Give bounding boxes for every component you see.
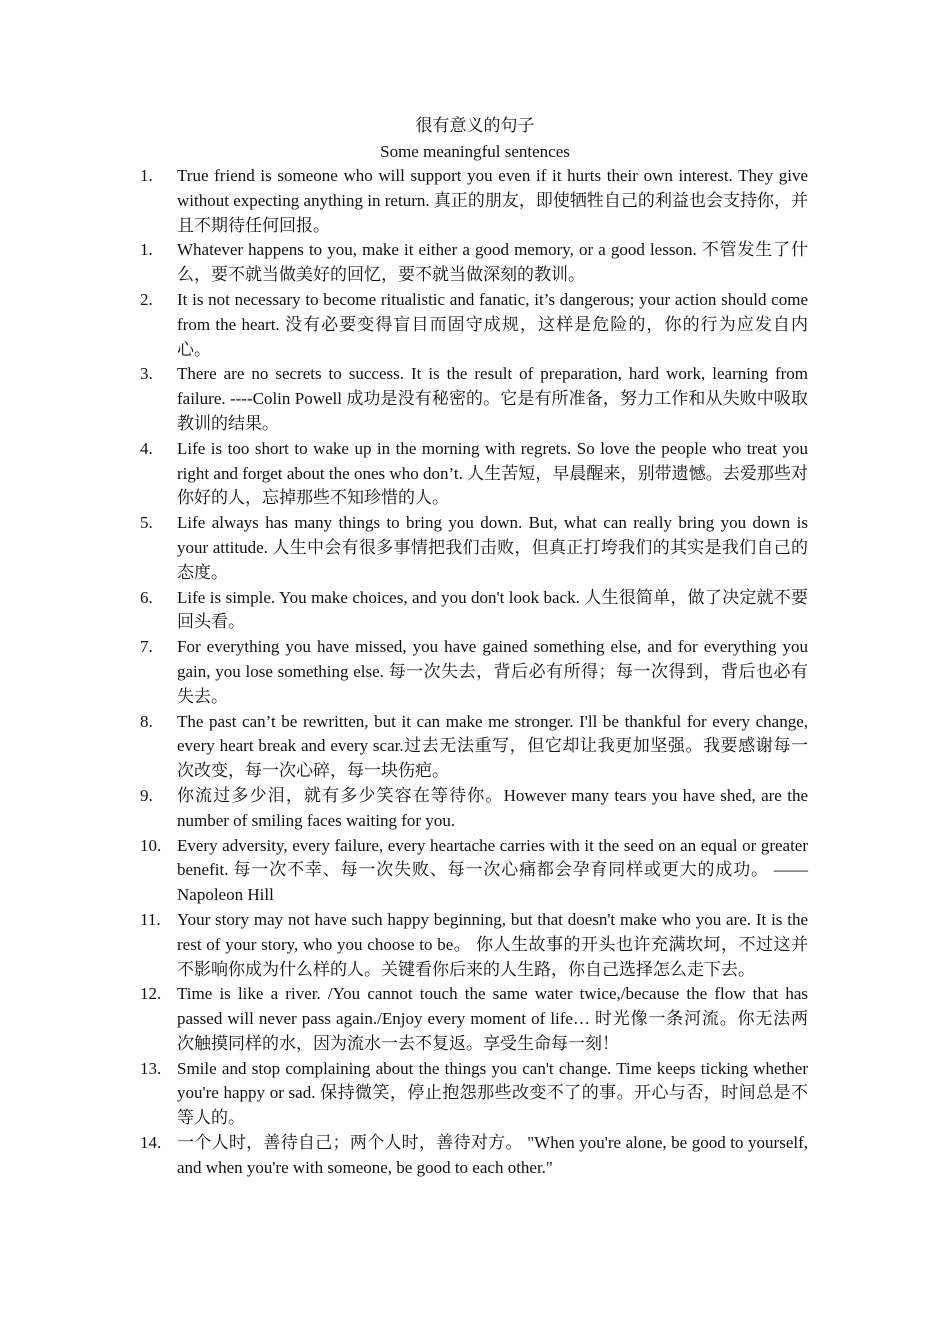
item-text: Life is simple. You make choices, and you don't look back. 人生很简单，做了决定就不要回头看。 [177,587,808,632]
item-text: True friend is someone who will support you even if it hurts their own interest. They give without expecting anything in return. 真正的朋友，即使牺牲自己的利益也会支持你，并且不期待任何回报。 [177,166,808,235]
item-text: Whatever happens to you, make it either a good memory, or a good lesson. 不管发生了什么，要不就当做美好的回忆，要不就当做深刻的教训。 [177,240,808,285]
item-text: It is not necessary to become ritualistic and fanatic, it’s dangerous; your action should come from the heart. 没有必要变得盲目而固守成规，这样是危险的，你的行为应发自内心。 [177,289,808,359]
list-item [140,908,808,982]
item-number: 9. [140,785,153,805]
item-number: 12. [140,984,162,1004]
list-item [140,635,808,709]
list-item [140,784,808,834]
item-number: 10. [140,835,162,855]
item-number: 14. [140,1133,162,1153]
list-item [140,164,808,238]
list-item [140,437,808,511]
item-text: Life always has many things to bring you down. But, what can really bring you down is your attitude. 人生中会有很多事情把我们击败，但真正打垮我们的其实是我们自己的态度。 [177,513,808,582]
list-item [140,238,808,288]
item-text: Life is too short to wake up in the morning with regrets. So love the people who treat you right and forget about the ones who don’t. 人生苦短，早晨醒来，别带遗憾。去爱那些对你好的人，忘掉那些不知珍惜的人。 [177,438,808,508]
item-number: 11. [140,909,161,929]
item-number: 8. [140,711,153,731]
page-title: 很有意义的句子 [415,116,535,135]
item-number: 6. [140,587,153,607]
item-text: 一个人时，善待自己；两个人时，善待对方。 "When you're alone, be good to yourself, and when you're with someone, be good to each other." [177,1133,808,1177]
item-number: 2. [140,289,153,309]
list-item [140,982,808,1056]
item-text: The past can’t be rewritten, but it can make me stronger. I'll be thankful for every change, every heart break and every scar.过去无法重写，但它却让我更加坚强。我要感谢每一次改变，每一次心碎，每一块伤疤。 [177,711,808,781]
list-item [140,1131,808,1181]
list-item [140,586,808,636]
item-text: Your story may not have such happy beginning, but that doesn't make who you are. It is the rest of your story, who you choose to be。 你人生故事的开头也许充满坎坷，不过这并不影响你成为什么样的人。关键看你后来的人生路，你自己选择怎么走下去。 [177,909,808,979]
item-text: Smile and stop complaining about the things you can't change. Time keeps ticking whether you're happy or sad. 保持微笑，停止抱怨那些改变不了的事。开心与否，时间总是不等人的。 [177,1058,808,1128]
item-text: There are no secrets to success. It is the result of preparation, hard work, learning from failure. ----Colin Powell 成功是没有秘密的。它是有所准备，努力工作和从失败中吸取教训的结果。 [177,364,808,433]
page-subtitle: Some meaningful sentences [380,142,570,161]
title-block [0,114,950,164]
item-number: 1. [140,240,153,260]
list-item [140,288,808,362]
item-text: Every adversity, every failure, every heartache carries with it the seed on an equal or greater benefit. 每一次不幸、每一次失败、每一次心痛都会孕育同样或更大的成功。 ——Napoleon Hill [177,835,808,905]
list-item [140,834,808,908]
list-item [140,362,808,436]
list-item [140,1057,808,1131]
item-number: 3. [140,364,153,384]
item-number: 5. [140,513,153,533]
item-number: 13. [140,1058,162,1078]
list-item [140,710,808,784]
list-item [140,511,808,585]
item-number: 4. [140,438,153,458]
sentence-list [140,164,808,1181]
item-number: 7. [140,637,153,657]
item-text: Time is like a river. /You cannot touch the same water twice,/because the flow that has passed will never pass again./Enjoy every moment of life… 时光像一条河流。你无法两次触摸同样的水，因为流水一去不复返。享受生命每一刻！ [177,984,808,1053]
item-text: For everything you have missed, you have gained something else, and for everything you gain, you lose something else. 每一次失去，背后必有所得；每一次得到，背后也必有失去。 [177,637,808,706]
item-text: 你流过多少泪，就有多少笑容在等待你。However many tears you have shed, are the number of smiling faces waiting for you. [177,785,808,830]
item-number: 1. [140,166,153,185]
